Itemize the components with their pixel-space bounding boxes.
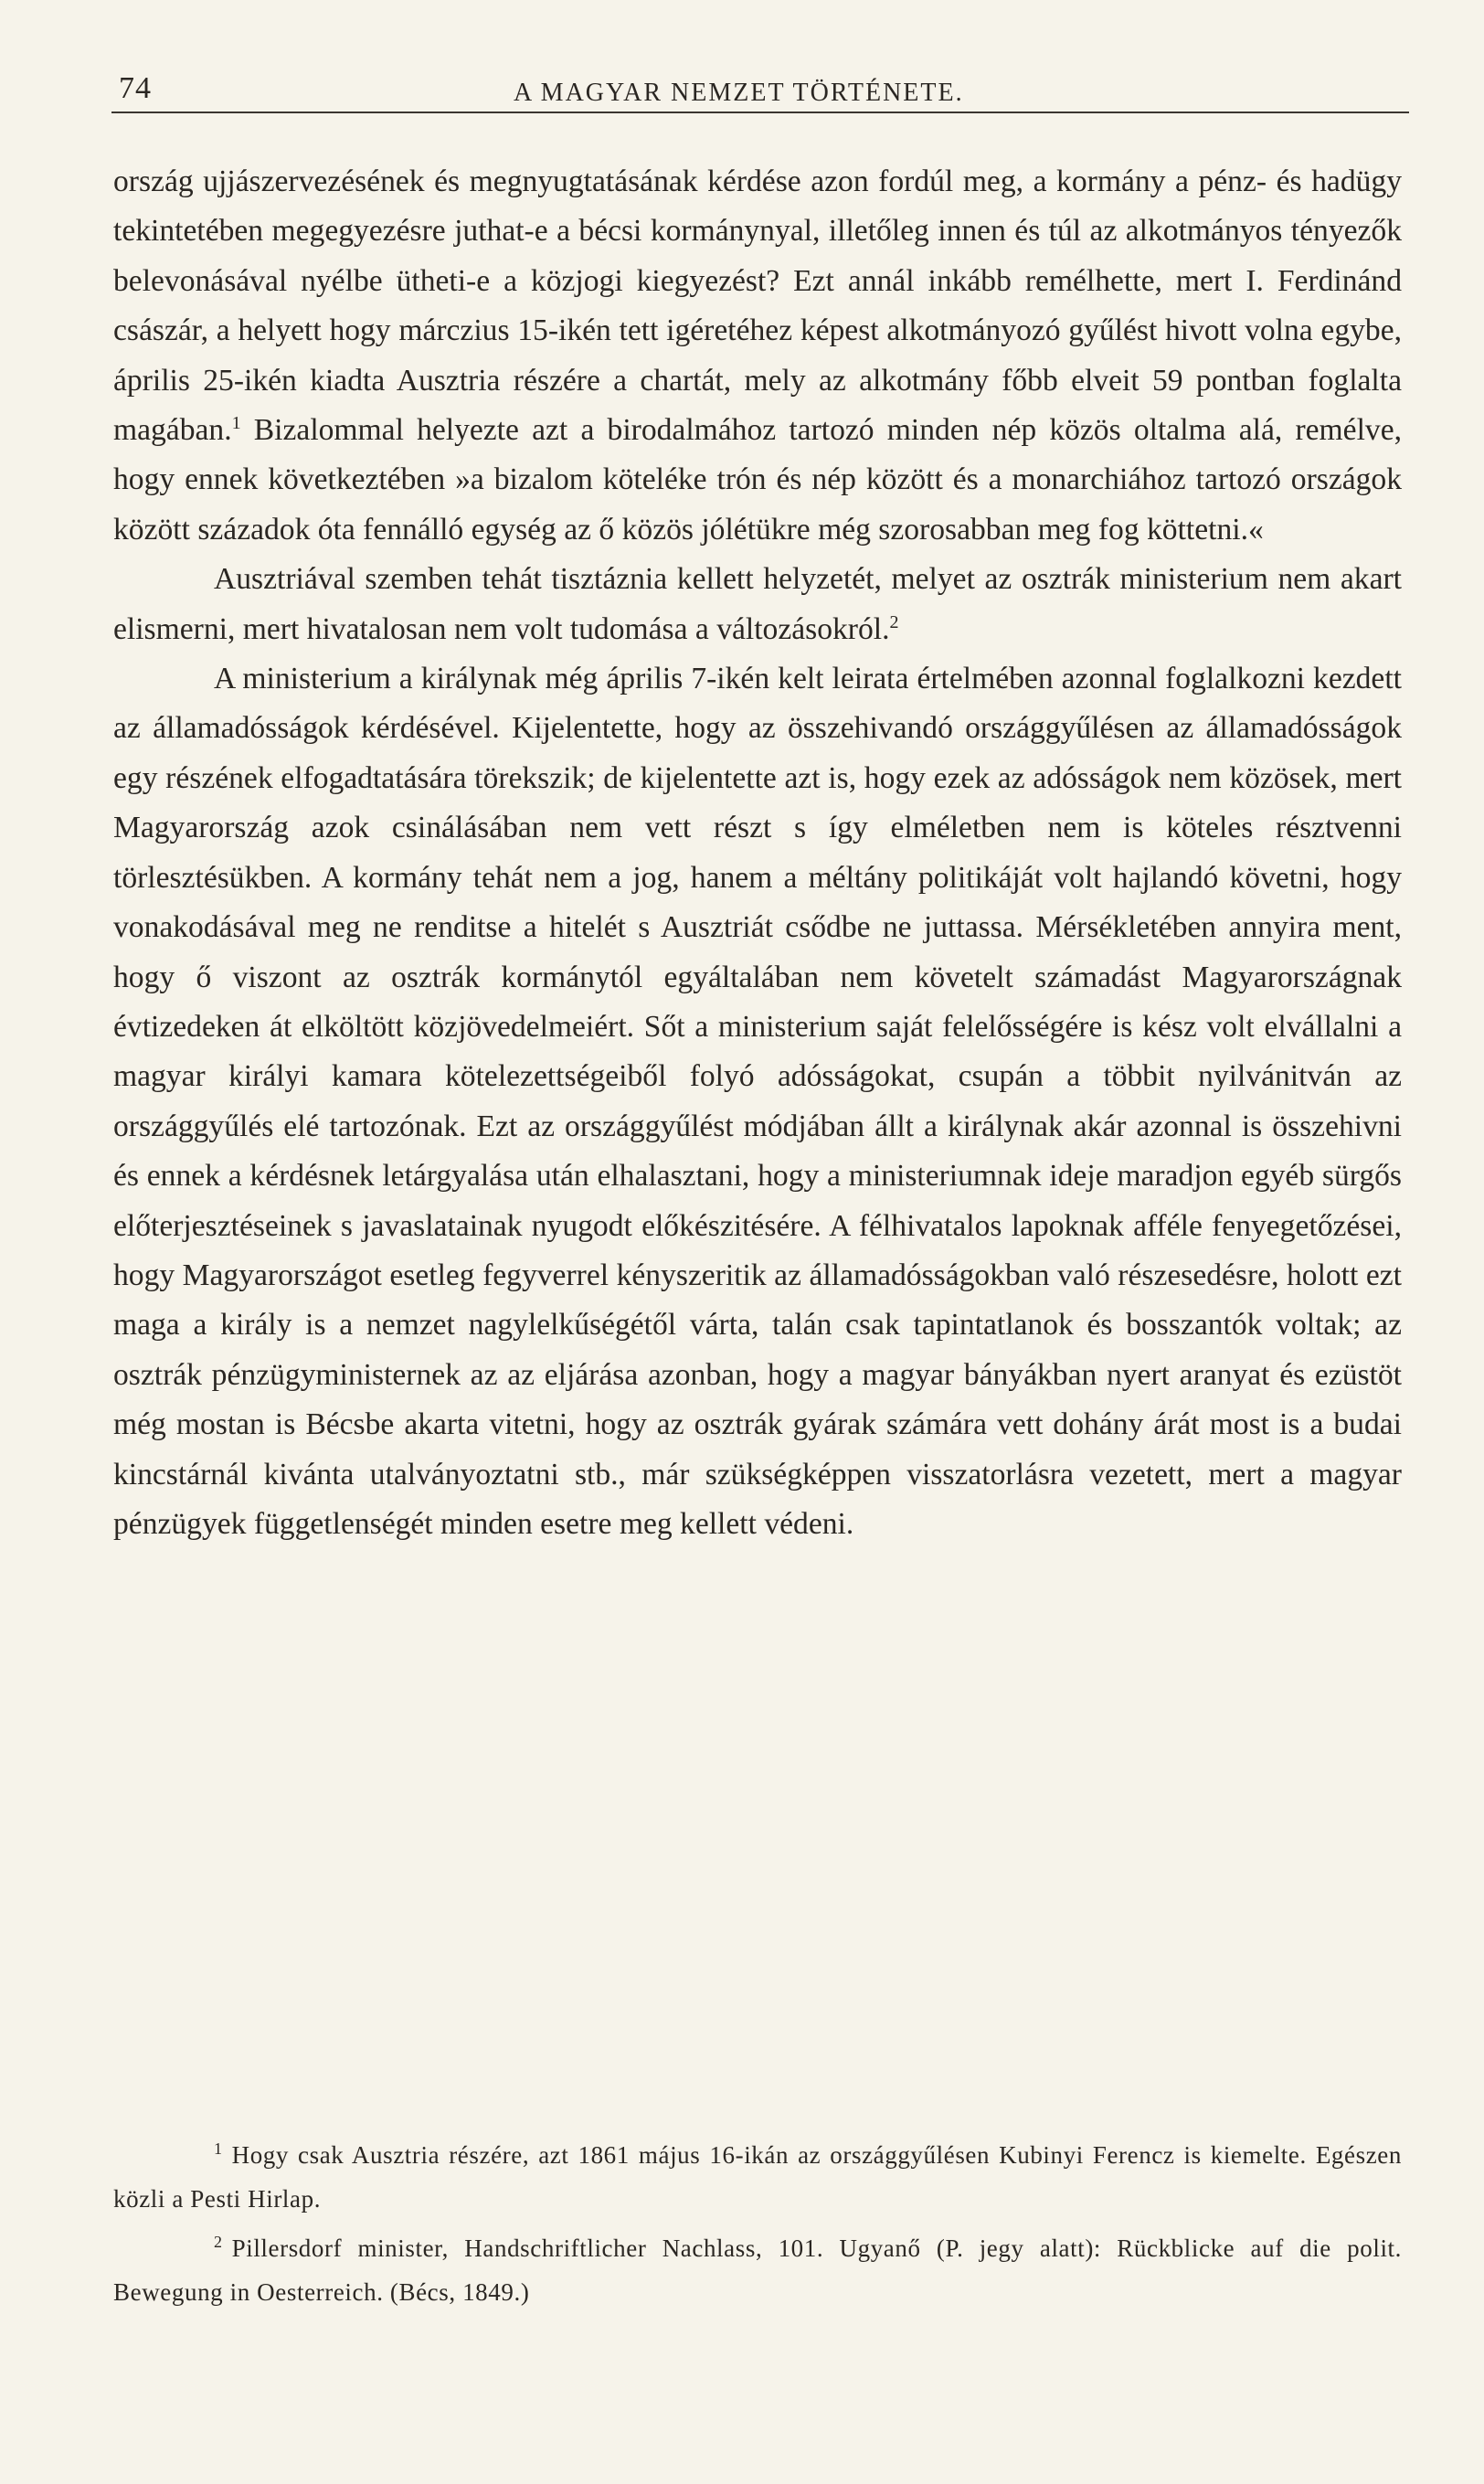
footnote-2-text: Pillersdorf minister, Handschriftlicher Nachlass, 101. Ugyanő (P. jegy alatt): Rückblicke auf die polit. Bewegung in Oesterreich. (Bécs, 1849.) xyxy=(113,2235,1402,2306)
footnote-1-mark: 1 xyxy=(214,2139,223,2158)
footnote-1 xyxy=(113,2133,1402,2221)
footnote-1-text: Hogy csak Ausztria részére, azt 1861 május 16-ikán az országgyűlésen Kubinyi Ferencz is kiemelte. Egészen közli a Pesti Hirlap. xyxy=(113,2141,1402,2213)
paragraph-1 xyxy=(113,157,1402,555)
paragraph-2-text: Ausztriával szemben tehát tisztáznia kellett helyzetét, melyet az osztrák ministerium nem akart elismerni, mert hivatalosan nem volt tudomása a változásokról. xyxy=(113,562,1402,646)
running-head xyxy=(111,64,1409,111)
body-text xyxy=(113,157,1402,1549)
footnote-2-mark: 2 xyxy=(214,2233,223,2251)
header-rule xyxy=(111,111,1409,113)
page-number: 74 xyxy=(119,71,152,105)
footnote-2 xyxy=(113,2226,1402,2314)
footnote-ref-1: 1 xyxy=(231,412,241,433)
paragraph-3-text: A ministerium a királynak még április 7-ikén kelt leirata értelmében azonnal foglalkozni kezdett az államadósságok kérdésével. Kijelentette, hogy az összehivandó országgyűlésen az államadósságok egy részének elfogadtatására törekszik; de kijelentette azt is, hogy ezek az adósságok nem közösek, mert Magyarország azok csinálásában nem vett részt s így elméletben nem is köteles résztvenni törlesztésükben. A kormány tehát nem a jog, hanem a méltány politikáját volt hajlandó követni, hogy vonakodásával meg ne renditse a hitelét s Ausztriát csődbe ne juttassa. Mérsékletében annyira ment, hogy ő viszont az osztrák kormánytól egyáltalában nem követelt számadást Magyarországnak évtizedeken át elköltött közjövedelmeiért. Sőt a ministerium saját felelősségére is kész volt elvállalni a magyar királyi kamara kötelezettségeiből folyó adósságokat, csupán a többit nyilvánitván az országgyűlés elé tartozónak. Ezt az országgyűlést módjában állt a királynak akár azonnal is összehivni és ennek a kérdésnek letárgyalása után elhalasztani, hogy a ministeriumnak ideje maradjon egyéb sürgős előterjesztéseinek s javaslatainak nyugodt előkészitésére. A félhivatalos lapoknak afféle fenyegetőzései, hogy Magyarországot esetleg fegyverrel kényszeritik az államadósságokban való részesedésre, holott ezt maga a király is a nemzet nagylelkűségétől várta, talán csak tapintatlanok és bosszantók voltak; az osztrák pénzügyministernek az az eljárása azonban, hogy a magyar bányákban nyert aranyat és ezüstöt még mostan is Bécsbe akarta vitetni, hogy az osztrák gyárak számára vett dohány árát most is a budai kincstárnál kivánta utalványoztatni stb., már szükségképpen visszatorlásra vezetett, mert a magyar pénzügyek függetlenségét minden esetre meg kellett védeni. xyxy=(113,662,1402,1541)
paragraph-1-text-cont: Bizalommal helyezte azt a birodalmához tartozó minden nép közös oltalma alá, remélve, hogy ennek következtében »a bizalom köteléke trón és nép között és a monarchiához tartozó országok között századok óta fennálló egység az ő közös jólétükre még szorosabban meg fog köttetni.« xyxy=(113,413,1402,547)
footnote-ref-2: 2 xyxy=(889,611,899,632)
paragraph-2 xyxy=(113,555,1402,654)
footnotes xyxy=(113,2133,1402,2319)
paragraph-1-text: ország ujjászervezésének és megnyugtatásának kérdése azon fordúl meg, a kormány a pénz- és hadügy tekintetében megegyezésre juthat-e a bécsi kormánynyal, illetőleg innen és túl az alkotmányos tényezők belevonásával nyélbe ütheti-e a közjogi kiegyezést? Ezt annál inkább remélhette, mert I. Ferdinánd császár, a helyett hogy márczius 15-ikén tett igéretéhez képest alkotmányozó gyűlést hivott volna egybe, április 25-ikén kiadta Ausztria részére a chartát, mely az alkotmány főbb elveit 59 pontban foglalta magában. xyxy=(113,165,1402,448)
running-title: A MAGYAR NEMZET TÖRTÉNETE. xyxy=(514,79,964,107)
paragraph-3 xyxy=(113,654,1402,1549)
